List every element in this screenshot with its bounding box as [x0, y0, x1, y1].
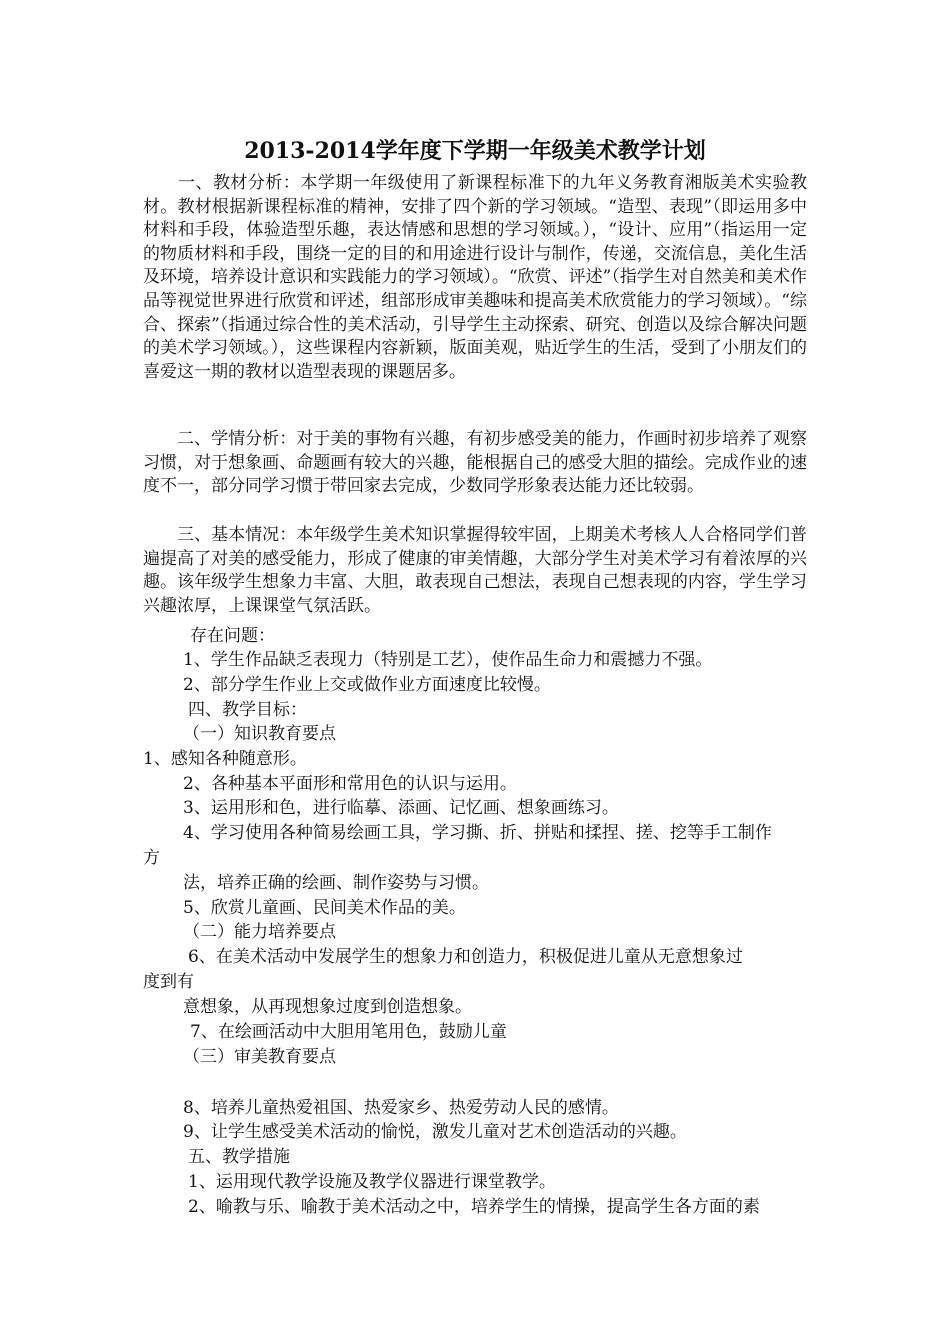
goal-item-5: 5、欣赏儿童画、民间美术作品的美。	[183, 898, 466, 918]
knowledge-heading: （一）知识教育要点	[183, 724, 336, 744]
goal-item-6: 6、在美术活动中发展学生的想象力和创造力，积极促进儿童从无意想象过	[188, 947, 743, 967]
goal-item-9: 9、让学生感受美术活动的愉悦，激发儿童对艺术创造活动的兴趣。	[183, 1122, 687, 1142]
ability-heading: （二）能力培养要点	[183, 922, 336, 942]
section-basic-situation: 三、基本情况：本年级学生美术知识掌握得较牢固，上期美术考核人人合格同学们普遍提高了对美的感受能力，形成了健康的审美情趣，大部分学生对美术学习有着浓厚的兴趣。该年级学生想象力丰富、大胆，敢表现自己想法，表现自己想表现的内容，学生学习兴趣浓厚，上课课堂气氛活跃。	[143, 525, 807, 616]
problem-item-2: 2、部分学生作业上交或做作业方面速度比较慢。	[183, 675, 551, 695]
goal-item-6-cont: 意想象，从再现想象过度到创造想象。	[183, 997, 472, 1017]
measure-item-1: 1、运用现代教学设施及教学仪器进行课堂教学。	[188, 1172, 556, 1192]
section-student-analysis: 二、学情分析：对于美的事物有兴趣，有初步感受美的能力，作画时初步培养了观察习惯，对于想象画、命题画有较大的兴趣，能根据自己的感受大胆的描绘。完成作业的速度不一，部分同学习惯于带回家去完成，少数同学形象表达能力还比较弱。	[143, 429, 807, 497]
goal-item-2: 2、各种基本平面形和常用色的认识与运用。	[183, 774, 517, 794]
goal-item-6-wrap: 度到有	[143, 972, 194, 992]
problem-item-1: 1、学生作品缺乏表现力（特别是工艺），使作品生命力和震撼力不强。	[183, 650, 713, 670]
goal-item-7: 7、在绘画活动中大胆用笔用色，鼓励儿童	[190, 1022, 507, 1042]
goal-item-8: 8、培养儿童热爱祖国、热爱家乡、热爱劳动人民的感情。	[183, 1098, 619, 1118]
goal-item-1: 1、感知各种随意形。	[143, 749, 307, 769]
aesthetic-heading: （三）审美教育要点	[183, 1047, 336, 1067]
goal-item-4-wrap: 方	[143, 848, 160, 868]
goal-item-3: 3、运用形和色，进行临摹、添画、记忆画、想象画练习。	[183, 798, 619, 818]
goals-heading: 四、教学目标：	[188, 700, 307, 720]
section-textbook-analysis: 一、教材分析：本学期一年级使用了新课程标准下的九年义务教育湘版美术实验教材。教材根据新课程标准的精神，安排了四个新的学习领域。“造型、表现”（即运用多中材料和手段，体验造型乐趣，表达情感和思想的学习领域。），“设计、应用”（指运用一定的物质材料和手段，围绕一定的目的和用途进行设计与制作，传递，交流信息，美化生活及环境，培养设计意识和实践能力的学习领域）。“欣赏、评述”（指学生对自然美和美术作品等视觉世界进行欣赏和评述，组部形成审美趣味和提高美术欣赏能力的学习领域）。“综合、探索”（指通过综合性的美术活动，引导学生主动探索、研究、创造以及综合解决问题的美术学习领域。），这些课程内容新颖，版面美观，贴近学生的生活，受到了小朋友们的喜爱这一期的教材以造型表现的课题居多。	[143, 173, 807, 382]
goal-item-4-cont: 法，培养正确的绘画、制作姿势与习惯。	[183, 873, 489, 893]
measure-item-2: 2、喻教与乐、喻教于美术活动之中，培养学生的情操，提高学生各方面的素	[188, 1197, 760, 1217]
document-title: 2013-2014学年度下学期一年级美术教学计划	[244, 138, 706, 164]
measures-heading: 五、教学措施	[188, 1147, 290, 1167]
goal-item-4: 4、学习使用各种简易绘画工具，学习撕、折、拼贴和揉捏、搓、挖等手工制作	[183, 823, 772, 843]
problems-heading: 存在问题：	[190, 626, 275, 646]
